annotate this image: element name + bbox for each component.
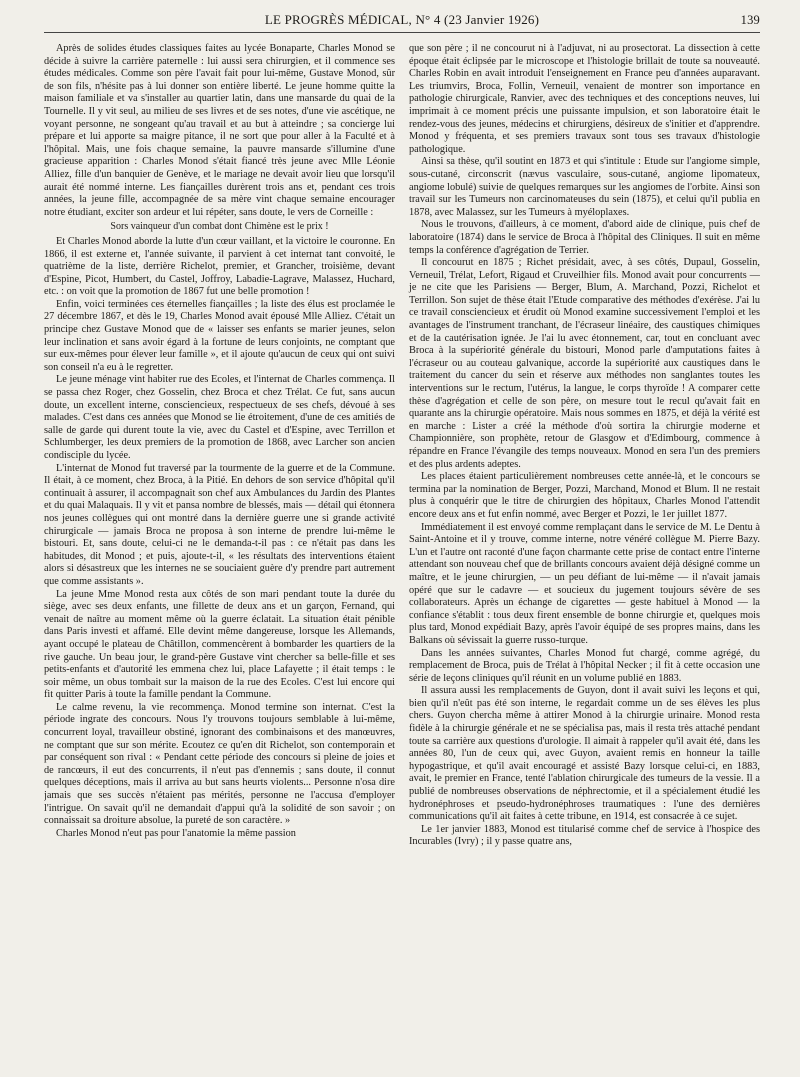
- right-column: [409, 43, 760, 1068]
- paragraph: Il assura aussi les remplacements de Guyon, dont il avait suivi les leçons et qui, bien qu'il n'eût pas été son interne, le regardait comme un de ses élèves les plus chers. Guyon chercha même à attirer Monod à la chirurgie urinaire. Monod resta fidèle à la chirurgie générale et ne se spécialisa pas, mais il resta très attaché pendant toute sa carrière aux questions d'urologie. Il aimait à rappeler qu'il avait été, dans les années 80, l'un de ceux qui, avec Guyon, avaient remis en honneur la taille hypogastrique, et qu'il avait encouragé et assisté Bazy lorsque celui-ci, en 1883, avait, le premier en France, tenté l'ablation chirurgicale des tumeurs de la vessie. Il a publié de nombreuses observations de néphrectomie, et il a spécialement étudié les hydronéphroses et pseudo-hydronéphroses traumatiques : l'une des dernières communications qu'il ait faites à cette tribune, en 1914, est consacrée à ce sujet.: [409, 685, 760, 823]
- paragraph: Ainsi sa thèse, qu'il soutint en 1873 et qui s'intitule : Etude sur l'angiome simple, sous-cutané, circonscrit (nævus vasculaire, sous-cutané, angiome lipomateux, angiome lobulé) suivie de quelques remarques sur les angiomes de l'orbite. Ainsi son travail sur les Tumeurs non carcinomateuses du sein (1875), et celui qu'il publia en 1878, avec Malassez, sur les Tumeurs à myéloplaxes.: [409, 156, 760, 218]
- paragraph: Le 1er janvier 1883, Monod est titularisé comme chef de service à l'hospice des Incurables (Ivry) ; il y passe quatre ans,: [409, 823, 760, 848]
- paragraph: Enfin, voici terminées ces éternelles fiançailles ; la liste des élus est proclamée le 27 décembre 1867, et dès le 19, Charles Monod avait épousé Mlle Alliez. C'était un principe chez Gustave Monod que de « laisser ses enfants se marier jeunes, selon leur inclination et sans avoir égard à la fortune de leurs conjoints, ne comptant que sur eux-mêmes pour élever leur famille », et il ajoute qu'aucun de ceux qui ont suivi son conseil n'a eu à le regretter.: [44, 298, 395, 373]
- paragraph: Charles Monod n'eut pas pour l'anatomie la même passion: [56, 827, 296, 839]
- paragraph: Il concourut en 1875 ; Richet présidait, avec, à ses côtés, Dupaul, Gosselin, Verneuil, Trélat, Lefort, Rigaud et Cruveilhier fils. Monod avait pour concurrents — je ne cite que les Parisiens — Berger, Blum, A. Marchand, Pozzi, Richelot et Terrillon. Son sujet de thèse était l'Etude comparative des méthodes d'exérèse. J'ai lu ce travail consciencieux et érudit où Monod examine successivement l'emploi et les avantages de l'instrument tranchant, de l'écraseur linéaire, des caustiques chimiques et de la cautérisation ignée. Je l'ai lu avec étonnement, car, tout en concluant avec Broca à la supériorité générale du bistouri, Monod parle d'amputations faites à l'écraseur ou au couteau galvanique, accorde la supériorité aux caustiques dans le traitement du cancer du sein et réserve aux méthodes non sanglantes toutes les interventions sur le rectum, l'utérus, la langue, le corps thyroïde ! A comparer cette thèse d'agrégation et celle de son père, on mesure tout le recul qu'avait fait en quarante ans la chirurgie opératoire. Mais nous sommes en 1875, et déjà la vérité est en marche : Lister a créé la méthode d'où sortira la chirurgie moderne et Championnière, son prophète, retour de Glasgow et d'Edimbourg, commence à répandre en France l'évangile des temps nouveaux. Monod en sera l'un des premiers et des plus ardents adeptes.: [409, 257, 760, 470]
- corneille-quote: Sors vainqueur d'un combat dont Chimène est le prix !: [110, 221, 329, 233]
- paragraph: Le jeune ménage vint habiter rue des Ecoles, et l'internat de Charles commença. Il se passa chez Roger, chez Gosselin, chez Broca et chez Trélat. Ce fut, sans aucun doute, un excellent interne, consciencieux, respectueux de ses chefs, dévoué à ses malades. C'est dans ces années que Monod se lie étroitement, d'une de ces amitiés de salle de garde qui durent toute la vie, avec du Castel et d'Espine, avec Terrillon et Schlumberger, les deux premiers de la promotion de 1868, avec Larcher son ancien condisciple du lycée.: [44, 374, 395, 461]
- paragraph: Les places étaient particulièrement nombreuses cette année-là, et le concours se termina par la nomination de Berger, Pozzi, Marchand, Monod et Blum. Il ne restait plus à conquérir que le titre de chirurgien des hôpitaux, Charles Monod l'attendit encore deux ans et fut enfin nommé, avec Berger et Pozzi, le 1er juillet 1877.: [409, 471, 760, 520]
- paragraph: Après de solides études classiques faites au lycée Bonaparte, Charles Monod se décide à suivre la carrière paternelle : lui aussi sera chirurgien, et il commence ses études médicales. Comme son père l'avait fait pour lui-même, Gustave Monod, sûr de son fils, n'hésite pas à lui donner son entière liberté. Le jeune homme quitte la maison familiale et va s'installer au quartier latin, dans une mansarde du quai de la Tournelle. Il y vit seul, au milieu de ses livres et de ses notes, d'une vie ascétique, ne voyant personne, ne songeant qu'au travail et au but à atteindre ; sa concierge lui prépare et lui apporte sa maigre pitance, il ne sort que pour aller à la Faculté et à l'hôpital. Mais, une fois chaque semaine, la pauvre mansarde s'illumine d'une gracieuse apparition : Charles Monod s'était fiancé très jeune avec Mlle Léonie Alliez, fille d'un banquier de Genève, et le mariage ne devait avoir lieu que lorsqu'il aurait été nommé interne. Les fiançailles durèrent trois ans et, pendant ces trois années, la jeune fille, accompagnée de sa mère vint chaque semaine encourager notre étudiant, exciter son ardeur et lui répéter, sans doute, le vers de Corneille :: [44, 43, 395, 218]
- paragraph: Et Charles Monod aborde la lutte d'un cœur vaillant, et la victoire le couronne. En 1866, il est externe et, l'année suivante, il parvient à cet internat tant convoité, le quatrième de la liste, derrière Richelot, premier, et Grancher, troisième, devant d'Espine, Picot, Humbert, du Castel, Joffroy, Labadie-Lagrave, Malassez, Huchard, etc. : on voit que la promotion de 1867 fut une belle promotion !: [44, 235, 395, 298]
- paragraph: L'internat de Monod fut traversé par la tourmente de la guerre et de la Commune. Il était, à ce moment, chez Broca, à la Pitié. En dehors de son service d'hôpital qu'il continuait à assurer, il accompagnait son chef aux Ambulances du Jardin des Plantes et du quai Malaquais. Il y vit et pansa nombre de blessés, mais — détail qui étonnera nos jeunes collègues qui ont montré dans la dernière guerre une si grande activité chirurgicale — jamais Broca ne proposa à son interne de prendre lui-même le bistouri. Et, sans doute, celui-ci ne le demanda-t-il pas : ce n'était pas dans les habitudes, dit Monod ; et puis, ajoute-t-il, « les résultats des interventions étaient alors si désastreux que les internes ne se souciaient guère d'y prendre part autrement que comme assistants ».: [44, 462, 395, 587]
- running-header: [44, 12, 760, 33]
- left-column: [44, 43, 395, 1068]
- journal-title: LE PROGRÈS MÉDICAL, N° 4 (23 Janvier 1926): [264, 12, 540, 27]
- paragraph: Dans les années suivantes, Charles Monod fut chargé, comme agrégé, du remplacement de Broca, puis de Trélat à l'hôpital Necker ; il fit à cette occasion une série de leçons cliniques qu'il réunit en un volume publié en 1883.: [409, 647, 760, 684]
- paragraph: Le calme revenu, la vie recommença. Monod termine son internat. C'est la période ingrate des concours. Nous l'y trouvons toujours semblable à lui-même, concurrent loyal, travailleur obstiné, ignorant des combinaisons et des manœuvres, ne comptant que sur son mérite. Ecoutez ce qu'en dit Richelot, son contemporain et par conséquent son rival : « Pendant cette période des concours si pleine de joies et de rancœurs, il eut des concurrents, il n'eut pas d'ennemis ; sans doute, il connut quelques déceptions, mais il arriva au but sans heurts violents... Personne n'osa dire jamais que ses succès n'étaient pas mérités, personne ne l'accusa d'employer l'intrigue. On savait qu'il ne demandait d'appui qu'à la solidité de son savoir ; on connaissait sa droiture absolue, la pureté de son caractère. »: [44, 701, 395, 827]
- text-columns: [44, 43, 760, 1068]
- paragraph: Immédiatement il est envoyé comme remplaçant dans le service de M. Le Dentu à Saint-Antoine et il y trouve, comme interne, notre vénéré collègue M. Pierre Bazy. L'un et l'autre ont raconté d'une façon charmante cette prise de contact entre l'interne attendant son nouveau chef que de brillants concours avaient déjà désigné comme un maître, et le jeune chirurgien, — un peu défiant de lui-même — il n'avait jamais opéré que sur le cadavre — et soucieux du jugement toujours sévère de ses collaborateurs. Après un échange de cigarettes — geste habituel à Monod — la confiance s'établit : tous deux firent ensemble de bonne chirurgie et, quelques mois plus tard, Monod expédiait Bazy, après l'avoir équipé de ses propres mains, dans les Balkans où sévissait la guerre russo-turque.: [409, 521, 760, 646]
- paragraph: Nous le trouvons, d'ailleurs, à ce moment, d'abord aide de clinique, puis chef de laboratoire (1874) dans le service de Broca à l'hôpital des Cliniques. Il suit en même temps la conférence d'agrégation de Terrier.: [409, 219, 760, 256]
- page-number: 139: [740, 13, 760, 27]
- paragraph: La jeune Mme Monod resta aux côtés de son mari pendant toute la durée du siège, avec ses deux enfants, une fillette de deux ans et un garçon, Fernand, qui venait de naître au moment même où la guerre éclatait. La situation était pénible dans Paris investi et affamé. Elle devint même dangereuse, lorsque les Allemands, ayant occupé le plateau de Châtillon, commencèrent à bombarder les quartiers de la rive gauche. Un beau jour, le grand-père Gustave vint chercher sa belle-fille et ses petits-enfants et d'autorité les emmena chez lui, place Lafayette ; il était temps : le soir même, un obus tombait sur la maison de la rue des Ecoles. C'est lui encore qui fit quitter Paris à toute la famille pendant la Commune.: [44, 588, 395, 701]
- paragraph: que son père ; il ne concourut ni à l'adjuvat, ni au prosectorat. La dissection à cette époque était éclipsée par le microscope et l'histologie brillait de toute sa nouveauté. Charles Robin en avait introduit l'enseignement en France peu d'années auparavant. Les triumvirs, Broca, Follin, Verneuil, venaient de montrer son importance en pathologie chirurgicale, Ranvier, avec des techniques et des conceptions neuves, lui imprimait à ce moment précis une puissante impulsion, et son laboratoire était le rendez-vous des jeunes, médecins et chirurgiens, désireux de s'initier et d'apprendre. Monod y fréquenta, et ses premiers travaux sont tous ses travaux d'histologie pathologique.: [409, 43, 760, 155]
